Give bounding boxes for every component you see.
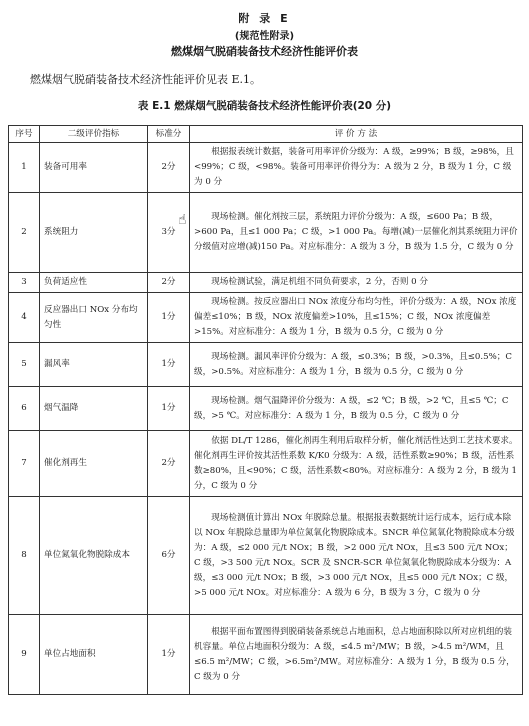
table-row bbox=[9, 497, 523, 615]
row-indicator: 漏风率 bbox=[40, 343, 148, 387]
row-seq: 6 bbox=[9, 387, 40, 431]
row-seq: 3 bbox=[9, 273, 40, 293]
row-indicator: 系统阻力 bbox=[40, 193, 148, 273]
appendix-title: 附 录 E bbox=[238, 12, 291, 25]
row-seq: 5 bbox=[9, 343, 40, 387]
row-indicator: 负荷适应性 bbox=[40, 273, 148, 293]
row-indicator: 反应器出口 NOx 分布均匀性 bbox=[40, 293, 148, 343]
intro-paragraph: 燃煤烟气脱硝装备技术经济性能评价见表 E.1。 bbox=[30, 73, 262, 86]
header-indicator: 二级评价指标 bbox=[40, 126, 148, 143]
row-score: 1分 bbox=[148, 387, 190, 431]
row-method: 现场检测。催化剂按三层，系统阻力评价分级为：A 级，≤600 Pa；B 级，>600 Pa，且≤1 000 Pa；C 级，>1 000 Pa。每增(减)一层催化剂其系统阻力评价分级值对应增(减)150 Pa。对应标准分：A 级为 3 分，B 级为 1.5 分，C 级为 0 分 bbox=[190, 193, 523, 273]
row-indicator: 单位氮氧化物脱除成本 bbox=[40, 497, 148, 615]
table-row bbox=[9, 193, 523, 273]
row-score: 6分 bbox=[148, 497, 190, 615]
row-seq: 2 bbox=[9, 193, 40, 273]
row-seq: 1 bbox=[9, 143, 40, 193]
row-seq: 4 bbox=[9, 293, 40, 343]
row-indicator: 烟气温降 bbox=[40, 387, 148, 431]
row-score: 1分 bbox=[148, 343, 190, 387]
row-method: 现场检测。按反应器出口 NOx 浓度分布均匀性，评价分级为：A 级，NOx 浓度偏差≤10%；B 级，NOx 浓度偏差>10%，且≤15%；C 级，NOx 浓度偏差>15%。对应标准分：A 级为 1 分，B 级为 0.5 分，C 级为 0 分 bbox=[190, 293, 523, 343]
row-score: 2分 bbox=[148, 431, 190, 497]
evaluation-table bbox=[8, 125, 523, 695]
row-method: 依据 DL/T 1286，催化剂再生利用后取样分析，催化剂活性达到工艺技术要求。催化剂再生评价按其活性系数 K/K0 分级为：A 级，活性系数≥90%；B 级，活性系数≥80%，且<90%；C 级，活性系数<80%。对应标准分：A 级为 2 分，B 级为 1 分，C 级为 0 分 bbox=[190, 431, 523, 497]
row-score: 2分 bbox=[148, 143, 190, 193]
row-seq: 7 bbox=[9, 431, 40, 497]
table-row bbox=[9, 387, 523, 431]
appendix-note: (规范性附录) bbox=[234, 31, 295, 42]
table-caption: 表 E.1 燃煤烟气脱硝装备技术经济性能评价表(20 分) bbox=[137, 100, 392, 112]
header-method: 评 价 方 法 bbox=[190, 126, 523, 143]
row-method: 现场检测试验，满足机组不同负荷要求，2 分，否则 0 分 bbox=[190, 273, 523, 293]
row-method: 现场检测。漏风率评价分级为：A 级，≤0.3%；B 级，>0.3%，且≤0.5%；C 级，>0.5%。对应标准分：A 级为 1 分，B 级为 0.5 分，C 级为 0 分 bbox=[190, 343, 523, 387]
row-indicator: 单位占地面积 bbox=[40, 615, 148, 695]
table-row bbox=[9, 343, 523, 387]
row-method: 根据报表统计数据，装备可用率评价分级为：A 级，≥99%；B 级，≥98%，且<99%；C 级，<98%。装备可用率评价得分为：A 级为 2 分，B 级为 1 分，C 级为 0 分 bbox=[190, 143, 523, 193]
row-method: 现场检测。烟气温降评价分级为：A 级，≤2 ℃；B 级，>2 ℃，且≤5 ℃；C 级，>5 ℃。对应标准分：A 级为 1 分，B 级为 0.5 分，C 级为 0 分 bbox=[190, 387, 523, 431]
row-score: 3分 bbox=[148, 193, 190, 273]
table-row bbox=[9, 431, 523, 497]
hand-cursor-icon: ☝ bbox=[178, 212, 187, 228]
table-row bbox=[9, 273, 523, 293]
row-seq: 9 bbox=[9, 615, 40, 695]
row-seq: 8 bbox=[9, 497, 40, 615]
table-row bbox=[9, 615, 523, 695]
header-seq: 序号 bbox=[9, 126, 40, 143]
table-header-row bbox=[9, 126, 523, 143]
row-score: 2分 bbox=[148, 273, 190, 293]
header-score: 标准分 bbox=[148, 126, 190, 143]
appendix-heading: 燃煤烟气脱硝装备技术经济性能评价表 bbox=[171, 45, 358, 58]
row-method: 根据平面布置图得到脱硝装备系统总占地面积，总占地面积除以所对应机组的装机容量。单位占地面积分级为：A 级，≤4.5 m²/MW；B 级，>4.5 m²/WM，且≤6.5 m²/MW；C 级，>6.5m²/MW。对应标准分：A 级为 1 分，B 级为 0.5 分，C 级为 0 分 bbox=[190, 615, 523, 695]
row-indicator: 装备可用率 bbox=[40, 143, 148, 193]
row-indicator: 催化剂再生 bbox=[40, 431, 148, 497]
row-score: 1分 bbox=[148, 615, 190, 695]
table-row bbox=[9, 143, 523, 193]
table-row bbox=[9, 293, 523, 343]
row-method: 现场检测值计算出 NOx 年脱除总量。根据报表数据统计运行成本，运行成本除以 NOx 年脱除总量即为单位氮氧化物脱除成本。SNCR 单位氮氧化物脱除成本分级为：A 级，≤2 000 元/t NOx；B 级，>2 000 元/t NOx，且≤3 500 元/t NOx；C 级，>3 500 元/t NOx。SCR 及 SNCR-SCR 单位氮氧化物脱除成本分级为：A 级，≤3 000 元/t NOx；B 级，>3 000 元/t NOx，且≤5 000 元/t NOx；C 级，>5 000 元/t NOx。对应标准分：A 级为 6 分，B 级为 3 分，C 级为 0 分 bbox=[190, 497, 523, 615]
row-score: 1分 bbox=[148, 293, 190, 343]
